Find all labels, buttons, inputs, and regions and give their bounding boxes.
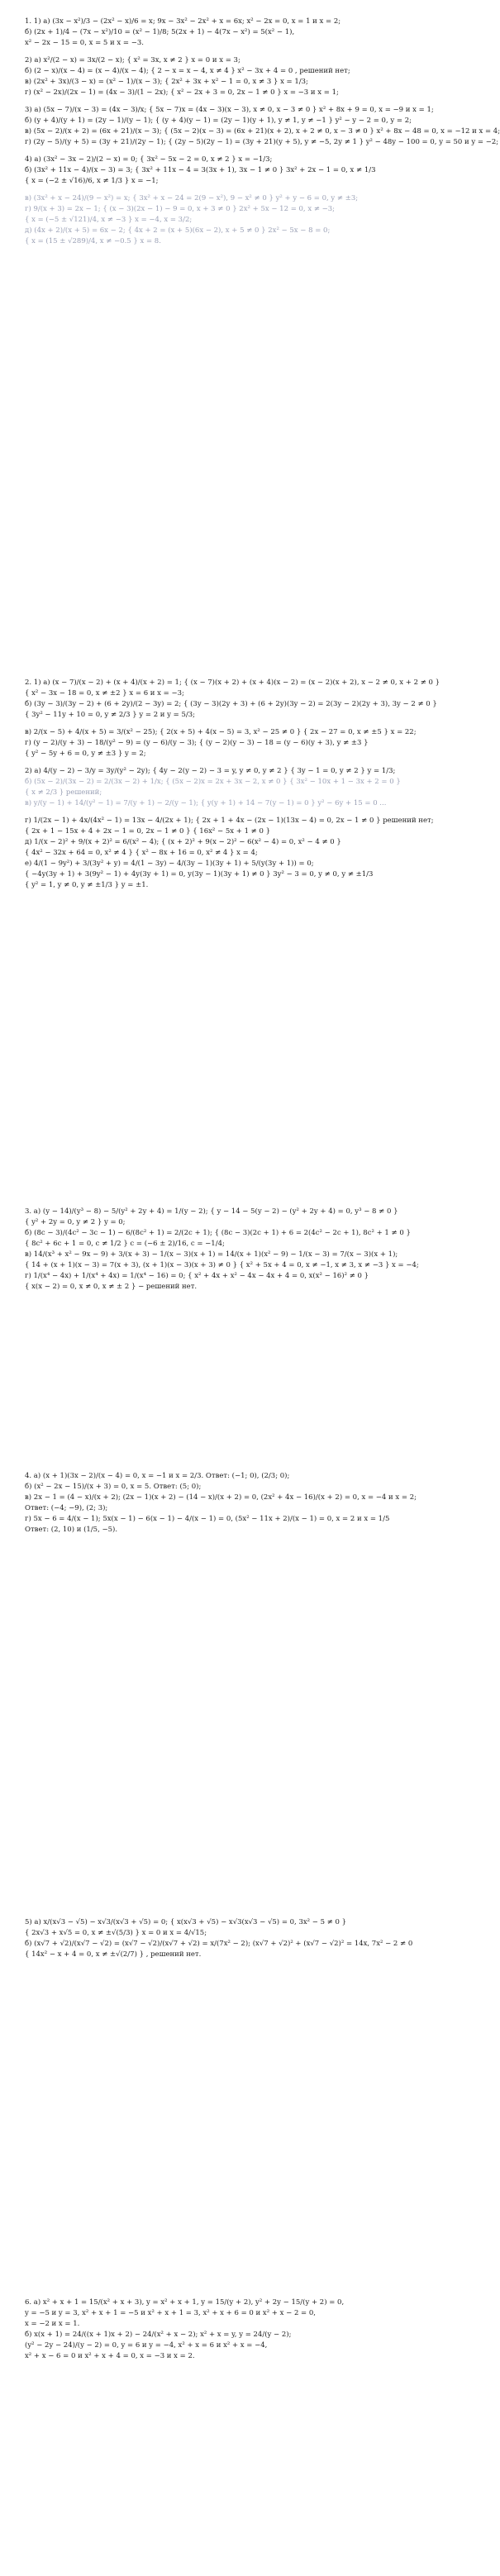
solution-line: 5) а) x/(x√3 − √5) − x√3/(x√3 + √5) = 0; { x(x√3 + √5) − x√3(x√3 − √5) = 0, 3x² − 5 ≠ 0 }	[25, 1918, 347, 1926]
solution-line: x² − 2x − 15 = 0, x = 5 и x = −3.	[25, 39, 144, 47]
solution-line: { x = (−5 ± √121)/4, x ≠ −3 } x = −4, x = 3/2;	[25, 216, 193, 224]
solution-line: в) 2/(x − 5) + 4/(x + 5) = 3/(x² − 25); { 2(x + 5) + 4(x − 5) = 3, x² − 25 ≠ 0 } { 2x − 27 = 0, x ≠ ±5 } x = 22;	[25, 728, 417, 736]
solution-line: б) (x√7 + √2)/(x√7 − √2) = (x√7 − √2)/(x√7 + √2) = x/(7x² − 2); (x√7 + √2)² + (x√7 − √2)² = 14x, 7x² − 2 ≠ 0	[25, 1940, 413, 1948]
solution-line: г) (2y − 5)/(y + 5) = (3y + 21)/(2y − 1); { (2y − 5)(2y − 1) = (3y + 21)(y + 5), y ≠ −5, 2y ≠ 1 } y² − 48y − 100 = 0, y = 50 и y = −2;	[25, 138, 499, 146]
solution-line: б) (3x² + 11x − 4)/(x − 3) = 3; { 3x² + 11x − 4 = 3(3x + 1), 3x − 1 ≠ 0 } 3x² + 2x − 1 = 0, x ≠ 1/3	[25, 166, 376, 174]
solution-line: { x = (15 ± √289)/4, x ≠ −0.5 } x = 8.	[25, 237, 161, 245]
solution-line: в) 14/(x³ + x² − 9x − 9) + 3/(x + 3) − 1/(x − 3)(x + 1) = 14/(x + 1)(x² − 9) − 1/(x − 3) = 7/(x − 3)(x + 1);	[25, 1250, 398, 1259]
solution-line	[25, 721, 438, 727]
solution-line: x² + x − 6 = 0 и x² + x + 4 = 0, x = −3 и x = 2.	[25, 2352, 195, 2360]
solution-line: { y² = 1, y ≠ 0, y ≠ ±1/3 } y = ±1.	[25, 881, 149, 889]
solution-line: (y² − 2y − 24)/(y − 2) = 0, y = 6 и y = −4, x² + x = 6 и x² + x = −4,	[25, 2341, 268, 2350]
solution-line: г) (x² − 2x)/(2x − 1) = (4x − 3)/(1 − 2x); { x² − 2x + 3 = 0, 2x − 1 ≠ 0 } x = −3 и x = 1;	[25, 88, 339, 97]
solution-line: { y² + 2y = 0, y ≠ 2 } y = 0;	[25, 1218, 126, 1226]
solution-line: { x² − 3x − 18 = 0, x ≠ ±2 } x = 6 и x = −3;	[25, 689, 184, 698]
solution-line: 2) а) 4/(y − 2) − 3/y = 3y/(y² − 2y); { 4y − 2(y − 2) − 3 = y, y ≠ 0, y ≠ 2 } { 3y − 1 = 0, y ≠ 2 } y = 1/3;	[25, 767, 396, 775]
solution-line: 2) а) x²/(2 − x) = 3x/(2 − x); { x² = 3x, x ≠ 2 } x = 0 и x = 3;	[25, 56, 240, 64]
solution-line: { x ≠ 2/3 } решений;	[25, 788, 102, 797]
problem-3	[25, 1207, 438, 1293]
solution-line: г) 1/(2x − 1) + 4x/(4x² − 1) = 13x − 4/(2x + 1); { 2x + 1 + 4x − (2x − 1)(13x − 4) = 0, 2x − 1 ≠ 0 } решений нет;	[25, 817, 434, 825]
solution-line: б) x(x + 1) = 24/((x + 1)x + 2) − 24/(x² + x − 2); x² + x = y, y = 24/(y − 2);	[25, 2331, 292, 2339]
solution-line: Ответ: (2, 10) и (1/5, −5).	[25, 1526, 118, 1534]
solution-line	[25, 759, 438, 766]
problem-1	[25, 17, 500, 247]
problem-5	[25, 1917, 438, 1960]
solution-line: { x(x − 2) = 0, x ≠ 0, x ≠ ± 2 } − решений нет.	[25, 1283, 198, 1291]
solution-line	[25, 148, 438, 155]
solution-line: 4. а) (x + 1)(3x − 2)/(x − 4) = 0, x = −1 и x = 2/3. Ответ: (−1; 0), (2/3; 0);	[25, 1472, 290, 1480]
solution-line: { x = (−2 ± √16)/6, x ≠ 1/3 } x = −1;	[25, 177, 159, 185]
solution-line: в) (5x − 2)/(x + 2) = (6x + 21)/(x − 3); { (5x − 2)(x − 3) = (6x + 21)(x + 2), x + 2 ≠ 0, x − 3 ≠ 0 } x² + 8x − 48 = 0, x = −12 и x = 4;	[25, 127, 500, 136]
solution-line: е) 4/(1 − 9y²) + 3/(3y² + y) = 4/(1 − 3y) − 4/(3y − 1)(3y + 1) + 5/(y(3y + 1)) = 0;	[25, 859, 314, 868]
solution-line: б) (2 − x)/(x − 4) = (x − 4)/(x − 4); { 2 − x = x − 4, x ≠ 4 } x² − 3x + 4 = 0 , решений нет;	[25, 67, 350, 75]
solution-line: б) (x² − 2x − 15)/(x + 3) = 0, x = 5. Ответ: (5; 0);	[25, 1483, 202, 1491]
problem-4	[25, 1471, 438, 1536]
solution-line	[25, 49, 438, 55]
solution-line: д) 1/(x − 2)² + 9/(x + 2)² = 6/(x² − 4); { (x + 2)² + 9(x − 2)² − 6(x² − 4) = 0, x² − 4 ≠ 0 }	[25, 838, 341, 846]
solution-line: 3) а) (5x − 7)/(x − 3) = (4x − 3)/x; { 5x − 7)x = (4x − 3)(x − 3), x ≠ 0, x − 3 ≠ 0 } x² + 8x + 9 = 0, x = −9 и x = 1;	[25, 106, 434, 114]
solution-line: 3. а) (y − 14)/(y³ − 8) − 5/(y² + 2y + 4) = 1/(y − 2); { y − 14 − 5(y − 2) − (y² + 2y + 4) = 0, y³ − 8 ≠ 0 }	[25, 1207, 398, 1216]
solution-line: Ответ: (−4; −9), (2; 3);	[25, 1504, 108, 1512]
solution-line: б) (y + 4)/(y + 1) = (2y − 1)/(y − 1); { (y + 4)(y − 1) = (2y − 1)(y + 1), y ≠ 1, y ≠ −1 } y² − y − 2 = 0, y = 2;	[25, 117, 412, 125]
solution-line: г) (y − 2)/(y + 3) − 18/(y² − 9) = (y − 6)/(y − 3); { (y − 2)(y − 3) − 18 = (y − 6)(y + 3), y ≠ ±3 }	[25, 739, 369, 747]
solution-line: { 2x√3 + x√5 = 0, x ≠ ±√(5/3) } x = 0 и x = 4/√15;	[25, 1929, 207, 1937]
solution-line: { 2x + 1 − 15x + 4 + 2x − 1 = 0, 2x − 1 ≠ 0 } { 16x² − 5x + 1 ≠ 0 }	[25, 827, 271, 836]
problem-6	[25, 2297, 438, 2362]
solution-line: в) 2x − 1 = (4 − x)/(x + 2); (2x − 1)(x + 2) − (14 − x)/(x + 2) = 0, (2x² + 4x − 16)/(x + 2) = 0, x = −4 и x = 2;	[25, 1493, 417, 1502]
solution-line: 4) а) (3x² − 3x − 2)/(2 − x) = 0; { 3x² − 5x − 2 = 0, x ≠ 2 } x = −1/3;	[25, 155, 273, 164]
problem-2	[25, 678, 438, 891]
solution-line	[25, 187, 438, 193]
solution-line	[25, 98, 438, 105]
solution-line: в) (2x² + 3x)/(3 − x) = (x² − 1)/(x − 3); { 2x² + 3x + x² − 1 = 0, x ≠ 3 } x = 1/3;	[25, 78, 308, 86]
solution-line: б) (8c − 3)/(4c² − 3c − 1) − 6/(8c² + 1) = 2/(2c + 1); { (8c − 3)(2c + 1) + 6 = 2(4c² − 2c + 1), 8c² + 1 ≠ 0 }	[25, 1229, 411, 1237]
solution-line: 6. а) x² + x + 1 = 15/(x² + x + 3), y = x² + x + 1, y = 15/(y + 2), y² + 2y − 15/(y + 2) = 0,	[25, 2298, 345, 2307]
solution-line: y = −5 и y = 3, x² + x + 1 = −5 и x² + x + 1 = 3, x² + x + 6 = 0 и x² + x − 2 = 0,	[25, 2309, 316, 2317]
solution-line: г) 9/(x + 3) = 2x − 1; { (x − 3)(2x − 1) − 9 = 0, x + 3 ≠ 0 } 2x² + 5x − 12 = 0, x ≠ −3;	[25, 205, 336, 213]
solution-line: { 14 + (x + 1)(x − 3) = 7(x + 3), (x + 1)(x − 3)(x + 3) ≠ 0 } { x² + 5x + 4 = 0, x ≠ −1, x ≠ 3, x ≠ −3 } x = −4;	[25, 1261, 419, 1269]
solution-line: 1. 1) а) (3x − x²)/3 − (2x² − x)/6 = x; 9x − 3x² − 2x² + x = 6x; x² − 2x = 0, x = 1 и x = 2;	[25, 17, 341, 26]
solution-line: 2. 1) а) (x − 7)/(x − 2) + (x + 4)/(x + 2) = 1; { (x − 7)(x + 2) + (x + 4)(x − 2) = (x − 2)(x + 2), x − 2 ≠ 0, x + 2 ≠ 0 }	[25, 679, 440, 687]
solution-line: x = −2 и x = 1.	[25, 2320, 80, 2328]
solution-line: г) 1/(x⁴ − 4x) + 1/(x⁴ + 4x) = 1/(x⁴ − 16) = 0; { x² + 4x + x² − 4x − 4x + 4 = 0, x(x² − 16)² ≠ 0 }	[25, 1272, 369, 1280]
solution-line: { y² − 5y + 6 = 0, y ≠ ±3 } y = 2;	[25, 750, 146, 758]
solution-line: { 14x² − x + 4 = 0, x ≠ ±√(2/7) } , решений нет.	[25, 1950, 202, 1959]
solution-line: в) y/(y − 1) + 14/(y² − 1) = 7/(y + 1) − 2/(y − 1); { y(y + 1) + 14 − 7(y − 1) = 0 } y² − 6y + 15 = 0 ...	[25, 799, 387, 807]
solution-line: г) 5x − 6 = 4/(x − 1); 5x(x − 1) − 6(x − 1) − 4/(x − 1) = 0, (5x² − 11x + 2)/(x − 1) = 0, x = 2 и x = 1/5	[25, 1515, 390, 1523]
solution-line: б) (3y − 3)/(3y − 2) + (6 + 2y)/(2 − 3y) = 2; { (3y − 3)(2y + 3) + (6 + 2y)(3y − 2) = 2(3y − 2)(2y + 3), 3y − 2 ≠ 0 }	[25, 700, 437, 708]
solution-line	[25, 809, 438, 816]
solution-line: б) (2x + 1)/4 − (7x − x²)/10 = (x² − 1)/8; 5(2x + 1) − 4(7x − x²) = 5(x² − 1),	[25, 28, 295, 36]
solution-line: б) (5x − 2)/(3x − 2) = 2/(3x − 2) + 1/x; { (5x − 2)x = 2x + 3x − 2, x ≠ 0 } { 3x² − 10x + 1 − 3x + 2 = 0 }	[25, 778, 401, 786]
solution-line: { 8c² + 6c + 1 = 0, c ≠ 1/2 } c = (−6 ± 2)/16, c = −1/4;	[25, 1240, 225, 1248]
solution-line: { 3y² − 11y + 10 = 0, y ≠ 2/3 } y = 2 и y = 5/3;	[25, 711, 196, 719]
solution-line: д) (4x + 2)/(x + 5) = 6x − 2; { 4x + 2 = (x + 5)(6x − 2), x + 5 ≠ 0 } 2x² − 5x − 8 = 0;	[25, 226, 331, 235]
solution-line: в) (3x² + x − 24)/(9 − x²) = x; { 3x² + x − 24 = 2(9 − x²), 9 − x² ≠ 0 } y² + y − 6 = 0, y ≠ ±3;	[25, 194, 359, 202]
solution-line: { 4x² − 32x + 64 = 0, x² ≠ 4 } { x² − 8x + 16 = 0, x² ≠ 4 } x = 4;	[25, 849, 258, 857]
solution-line: { −4y(3y + 1) + 3(9y² − 1) + 4y(3y + 1) = 0, y(3y − 1)(3y + 1) ≠ 0 } 3y² − 3 = 0, y ≠ 0, y ≠ ±1/3	[25, 870, 374, 879]
